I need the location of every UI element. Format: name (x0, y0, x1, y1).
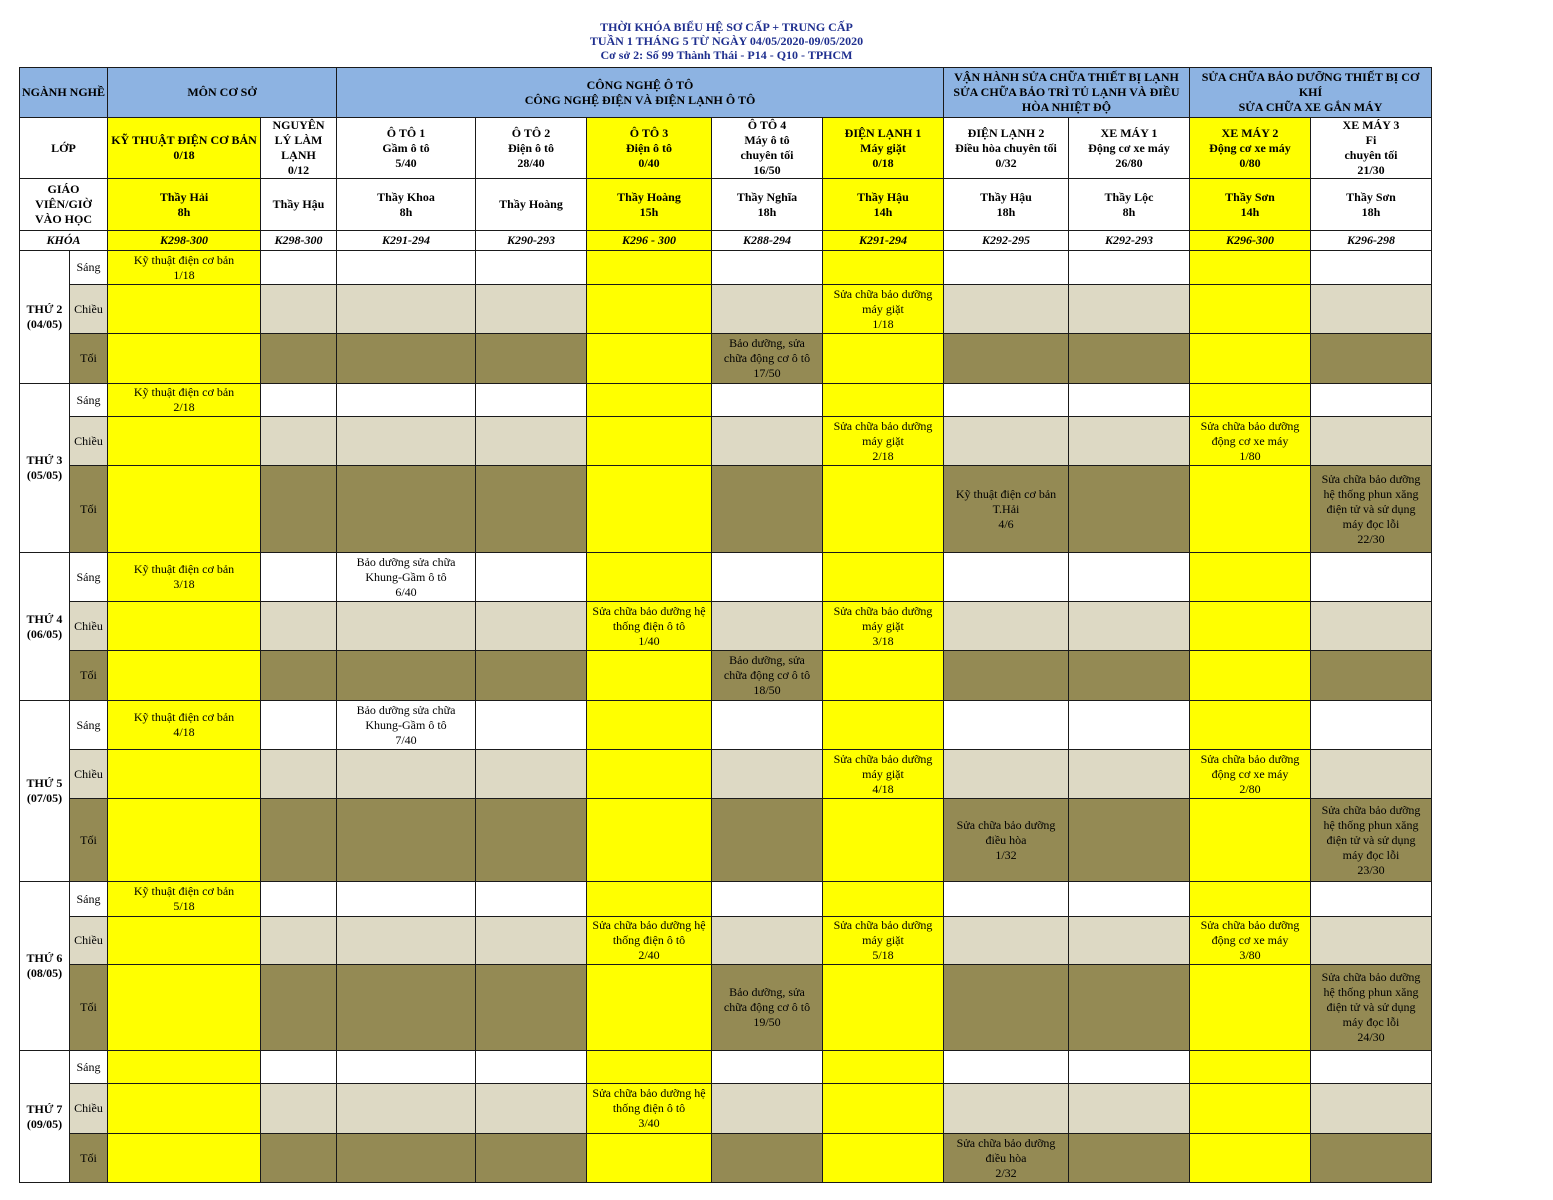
schedule-cell: Kỹ thuật điện cơ bản 3/18 (108, 553, 261, 602)
schedule-cell (1190, 799, 1311, 882)
schedule-cell (261, 882, 337, 917)
schedule-cell (337, 750, 476, 799)
schedule-cell (712, 602, 823, 651)
schedule-cell (823, 799, 944, 882)
schedule-cell: Sửa chữa bảo dưỡng hệ thống phun xăng điện tử và sử dụng máy đọc lỗi 23/30 (1311, 799, 1432, 882)
slot-label: Sáng (70, 384, 108, 417)
schedule-cell (476, 965, 587, 1051)
schedule-cell (108, 965, 261, 1051)
schedule-cell: Bảo dưỡng sửa chữa Khung-Gầm ô tô 6/40 (337, 553, 476, 602)
day-label: THỨ 3 (05/05) (20, 384, 70, 553)
schedule-cell: Sửa chữa bảo dưỡng máy giặt 1/18 (823, 285, 944, 334)
schedule-cell (261, 799, 337, 882)
schedule-cell (1190, 965, 1311, 1051)
schedule-cell (1069, 651, 1190, 701)
schedule-cell (944, 965, 1069, 1051)
schedule-cell (476, 651, 587, 701)
schedule-cell (1069, 466, 1190, 553)
schedule-cell (823, 965, 944, 1051)
schedule-cell (261, 285, 337, 334)
slot-label: Sáng (70, 1051, 108, 1084)
schedule-cell (476, 553, 587, 602)
schedule-cell (261, 651, 337, 701)
schedule-cell (261, 750, 337, 799)
class-name: XE MÁY 3 Fi chuyên tối 21/30 (1311, 118, 1432, 179)
slot-label: Tối (70, 466, 108, 553)
class-name: KỸ THUẬT ĐIỆN CƠ BẢN 0/18 (108, 118, 261, 179)
schedule-cell (587, 1051, 712, 1084)
day-label: THỨ 4 (06/05) (20, 553, 70, 701)
schedule-cell (823, 701, 944, 750)
schedule-cell: Kỹ thuật điện cơ bản 1/18 (108, 251, 261, 285)
schedule-cell (108, 750, 261, 799)
schedule-cell (587, 466, 712, 553)
schedule-cell: Kỹ thuật điện cơ bản 2/18 (108, 384, 261, 417)
schedule-cell (587, 553, 712, 602)
day-label: THỨ 6 (08/05) (20, 882, 70, 1051)
schedule-cell (712, 799, 823, 882)
schedule-cell (587, 251, 712, 285)
schedule-cell (261, 701, 337, 750)
schedule-cell (1311, 882, 1432, 917)
schedule-cell (108, 1084, 261, 1134)
schedule-cell (823, 882, 944, 917)
schedule-cell (337, 334, 476, 384)
schedule-cell (261, 1084, 337, 1134)
schedule-cell (1311, 917, 1432, 965)
schedule-cell (587, 334, 712, 384)
schedule-cell (587, 1134, 712, 1183)
schedule-cell: Sửa chữa bảo dưỡng hệ thống điện ô tô 2/40 (587, 917, 712, 965)
slot-label: Sáng (70, 553, 108, 602)
schedule-cell (712, 882, 823, 917)
class-teacher: Thầy Sơn 14h (1190, 179, 1311, 231)
schedule-cell: Sửa chữa bảo dưỡng hệ thống phun xăng điện tử và sử dụng máy đọc lỗi 24/30 (1311, 965, 1432, 1051)
schedule-cell: Sửa chữa bảo dưỡng máy giặt 4/18 (823, 750, 944, 799)
schedule-cell (1190, 285, 1311, 334)
class-khoa: K291-294 (337, 231, 476, 251)
schedule-cell (823, 334, 944, 384)
class-khoa: K296 - 300 (587, 231, 712, 251)
schedule-cell (944, 334, 1069, 384)
schedule-cell: Kỹ thuật điện cơ bản 4/18 (108, 701, 261, 750)
class-name: ĐIỆN LẠNH 2 Điều hòa chuyên tối 0/32 (944, 118, 1069, 179)
schedule-cell (337, 651, 476, 701)
schedule-cell (944, 553, 1069, 602)
schedule-cell (1311, 750, 1432, 799)
schedule-cell (944, 1051, 1069, 1084)
schedule-cell: Bảo dưỡng sửa chữa Khung-Gầm ô tô 7/40 (337, 701, 476, 750)
schedule-cell (944, 882, 1069, 917)
schedule-cell (1190, 1051, 1311, 1084)
class-teacher: Thầy Khoa 8h (337, 179, 476, 231)
schedule-cell: Bảo dưỡng, sửa chữa động cơ ô tô 17/50 (712, 334, 823, 384)
schedule-cell (823, 1084, 944, 1134)
schedule-cell (476, 917, 587, 965)
schedule-cell (944, 285, 1069, 334)
schedule-cell (1190, 384, 1311, 417)
schedule-cell (1311, 334, 1432, 384)
schedule-cell (337, 466, 476, 553)
slot-label: Tối (70, 651, 108, 701)
label-khoa: KHÓA (20, 231, 108, 251)
schedule-cell (1069, 882, 1190, 917)
schedule-cell (1190, 1134, 1311, 1183)
schedule-cell (108, 917, 261, 965)
schedule-cell (337, 1051, 476, 1084)
schedule-cell (1069, 251, 1190, 285)
schedule-cell (1069, 602, 1190, 651)
schedule-cell (1190, 466, 1311, 553)
slot-label: Sáng (70, 882, 108, 917)
class-teacher: Thầy Hải 8h (108, 179, 261, 231)
schedule-cell (337, 251, 476, 285)
schedule-cell (587, 750, 712, 799)
schedule-cell (337, 384, 476, 417)
schedule-cell: Sửa chữa bảo dưỡng máy giặt 5/18 (823, 917, 944, 965)
schedule-cell (712, 251, 823, 285)
schedule-cell (712, 285, 823, 334)
schedule-cell (1190, 334, 1311, 384)
schedule-cell (337, 917, 476, 965)
schedule-cell (587, 799, 712, 882)
class-khoa: K298-300 (108, 231, 261, 251)
label-nganh-nghe: NGÀNH NGHỀ (20, 68, 108, 118)
schedule-cell (944, 651, 1069, 701)
schedule-cell (1069, 1051, 1190, 1084)
schedule-cell (476, 1134, 587, 1183)
class-khoa: K291-294 (823, 231, 944, 251)
schedule-cell: Sửa chữa bảo dưỡng hệ thống điện ô tô 1/40 (587, 602, 712, 651)
schedule-cell (1311, 1134, 1432, 1183)
schedule-cell: Sửa chữa bảo dưỡng điều hòa 1/32 (944, 799, 1069, 882)
schedule-cell (587, 882, 712, 917)
slot-label: Tối (70, 1134, 108, 1183)
slot-label: Chiều (70, 417, 108, 466)
class-khoa: K288-294 (712, 231, 823, 251)
schedule-cell (261, 553, 337, 602)
schedule-cell (823, 384, 944, 417)
class-name: XE MÁY 1 Động cơ xe máy 26/80 (1069, 118, 1190, 179)
class-teacher: Thầy Hậu (261, 179, 337, 231)
schedule-cell (337, 799, 476, 882)
schedule-cell (261, 1134, 337, 1183)
schedule-cell (944, 384, 1069, 417)
schedule-cell (1069, 1134, 1190, 1183)
label-giao-vien: GIÁO VIÊN/GIỜ VÀO HỌC (20, 179, 108, 231)
class-khoa: K292-295 (944, 231, 1069, 251)
class-teacher: Thầy Lộc 8h (1069, 179, 1190, 231)
schedule-cell (1311, 384, 1432, 417)
class-name: Ô TÔ 1 Gầm ô tô 5/40 (337, 118, 476, 179)
schedule-cell (1069, 334, 1190, 384)
class-name: Ô TÔ 4 Máy ô tô chuyên tối 16/50 (712, 118, 823, 179)
schedule-cell (476, 285, 587, 334)
slot-label: Tối (70, 799, 108, 882)
schedule-cell (108, 285, 261, 334)
title-line-1: THỜI KHÓA BIỂU HỆ SƠ CẤP + TRUNG CẤP (600, 20, 853, 34)
schedule-cell (587, 651, 712, 701)
class-name: NGUYÊN LÝ LÀM LẠNH 0/12 (261, 118, 337, 179)
schedule-cell (1190, 701, 1311, 750)
group-header: CÔNG NGHỆ Ô TÔ CÔNG NGHỆ ĐIỆN VÀ ĐIỆN LẠNH Ô TÔ (337, 68, 944, 118)
slot-label: Tối (70, 334, 108, 384)
class-name: XE MÁY 2 Động cơ xe máy 0/80 (1190, 118, 1311, 179)
schedule-cell (1311, 1084, 1432, 1134)
schedule-cell (1190, 602, 1311, 651)
schedule-cell (944, 417, 1069, 466)
schedule-cell (261, 334, 337, 384)
class-name: ĐIỆN LẠNH 1 Máy giặt 0/18 (823, 118, 944, 179)
schedule-cell (337, 285, 476, 334)
schedule-cell (712, 466, 823, 553)
schedule-cell (476, 251, 587, 285)
schedule-cell (108, 1134, 261, 1183)
schedule-cell (261, 965, 337, 1051)
schedule-cell (261, 251, 337, 285)
schedule-cell (261, 917, 337, 965)
schedule-cell (712, 917, 823, 965)
schedule-cell: Sửa chữa bảo dưỡng điều hòa 2/32 (944, 1134, 1069, 1183)
group-header: VẬN HÀNH SỬA CHỮA THIẾT BỊ LẠNH SỬA CHỮA BẢO TRÌ TỦ LẠNH VÀ ĐIỀU HÒA NHIỆT ĐỘ (944, 68, 1190, 118)
class-teacher: Thầy Hoàng 15h (587, 179, 712, 231)
schedule-cell (261, 384, 337, 417)
schedule-cell (1069, 553, 1190, 602)
timetable (19, 67, 1432, 1183)
schedule-cell (823, 1051, 944, 1084)
schedule-cell: Sửa chữa bảo dưỡng động cơ xe máy 3/80 (1190, 917, 1311, 965)
slot-label: Sáng (70, 251, 108, 285)
group-header: SỬA CHỮA BẢO DƯỠNG THIẾT BỊ CƠ KHÍ SỬA CHỮA XE GẮN MÁY (1190, 68, 1432, 118)
class-teacher: Thầy Sơn 18h (1311, 179, 1432, 231)
schedule-cell (261, 1051, 337, 1084)
schedule-cell (1190, 651, 1311, 701)
schedule-cell (476, 602, 587, 651)
schedule-cell: Sửa chữa bảo dưỡng máy giặt 2/18 (823, 417, 944, 466)
schedule-cell (337, 417, 476, 466)
schedule-cell (476, 1084, 587, 1134)
slot-label: Tối (70, 965, 108, 1051)
slot-label: Chiều (70, 602, 108, 651)
schedule-cell (1069, 701, 1190, 750)
class-name: Ô TÔ 3 Điện ô tô 0/40 (587, 118, 712, 179)
schedule-cell (1069, 799, 1190, 882)
schedule-cell (587, 965, 712, 1051)
schedule-cell (944, 917, 1069, 965)
class-name: Ô TÔ 2 Điện ô tô 28/40 (476, 118, 587, 179)
schedule-cell (337, 882, 476, 917)
schedule-cell (1190, 251, 1311, 285)
schedule-cell (1311, 285, 1432, 334)
class-khoa: K296-298 (1311, 231, 1432, 251)
class-khoa: K296-300 (1190, 231, 1311, 251)
schedule-cell (712, 384, 823, 417)
slot-label: Chiều (70, 285, 108, 334)
schedule-cell (823, 1134, 944, 1183)
slot-label: Chiều (70, 750, 108, 799)
schedule-cell (476, 799, 587, 882)
schedule-cell (823, 466, 944, 553)
schedule-cell: Sửa chữa bảo dưỡng máy giặt 3/18 (823, 602, 944, 651)
schedule-cell (712, 553, 823, 602)
schedule-cell (476, 334, 587, 384)
schedule-cell (1069, 417, 1190, 466)
day-label: THỨ 2 (04/05) (20, 251, 70, 384)
schedule-cell (1069, 384, 1190, 417)
schedule-cell (823, 651, 944, 701)
slot-label: Sáng (70, 701, 108, 750)
schedule-cell (712, 1134, 823, 1183)
schedule-cell (712, 1084, 823, 1134)
schedule-cell (1069, 965, 1190, 1051)
class-teacher: Thầy Hậu 14h (823, 179, 944, 231)
schedule-cell (587, 417, 712, 466)
label-lop: LỚP (20, 118, 108, 179)
schedule-cell (337, 602, 476, 651)
day-label: THỨ 5 (07/05) (20, 701, 70, 882)
schedule-cell (108, 651, 261, 701)
slot-label: Chiều (70, 1084, 108, 1134)
schedule-cell (108, 466, 261, 553)
schedule-cell (476, 882, 587, 917)
slot-label: Chiều (70, 917, 108, 965)
schedule-cell (476, 417, 587, 466)
schedule-cell (712, 750, 823, 799)
schedule-cell (337, 965, 476, 1051)
schedule-cell (712, 701, 823, 750)
schedule-cell (1069, 750, 1190, 799)
class-teacher: Thầy Hậu 18h (944, 179, 1069, 231)
title-line-3: Cơ sở 2: Số 99 Thành Thái - P14 - Q10 - TPHCM (600, 48, 853, 62)
schedule-cell (476, 1051, 587, 1084)
title-line-2: TUẦN 1 THÁNG 5 TỪ NGÀY 04/05/2020-09/05/2020 (589, 34, 864, 48)
schedule-cell (1069, 1084, 1190, 1134)
schedule-cell (337, 1134, 476, 1183)
schedule-cell (1311, 251, 1432, 285)
schedule-cell (108, 602, 261, 651)
schedule-cell (1190, 882, 1311, 917)
schedule-cell (476, 701, 587, 750)
schedule-cell (587, 384, 712, 417)
schedule-cell (823, 251, 944, 285)
schedule-cell (712, 417, 823, 466)
schedule-cell (1311, 701, 1432, 750)
schedule-cell (108, 334, 261, 384)
day-label: THỨ 7 (09/05) (20, 1051, 70, 1183)
schedule-cell (108, 799, 261, 882)
schedule-cell (108, 1051, 261, 1084)
schedule-cell: Bảo dưỡng, sửa chữa động cơ ô tô 18/50 (712, 651, 823, 701)
class-khoa: K290-293 (476, 231, 587, 251)
schedule-cell: Sửa chữa bảo dưỡng động cơ xe máy 1/80 (1190, 417, 1311, 466)
schedule-cell: Sửa chữa bảo dưỡng động cơ xe máy 2/80 (1190, 750, 1311, 799)
schedule-cell (476, 750, 587, 799)
schedule-cell (1311, 1051, 1432, 1084)
schedule-cell (1311, 553, 1432, 602)
schedule-cell (944, 701, 1069, 750)
schedule-cell: Kỹ thuật điện cơ bản T.Hải 4/6 (944, 466, 1069, 553)
schedule-cell (944, 750, 1069, 799)
schedule-cell: Sửa chữa bảo dưỡng hệ thống điện ô tô 3/40 (587, 1084, 712, 1134)
schedule-cell (823, 553, 944, 602)
class-teacher: Thầy Hoàng (476, 179, 587, 231)
schedule-cell: Bảo dưỡng, sửa chữa động cơ ô tô 19/50 (712, 965, 823, 1051)
schedule-cell: Sửa chữa bảo dưỡng hệ thống phun xăng điện tử và sử dụng máy đọc lỗi 22/30 (1311, 466, 1432, 553)
schedule-cell (1311, 651, 1432, 701)
group-header: MÔN CƠ SỞ (108, 68, 337, 118)
schedule-cell (944, 251, 1069, 285)
schedule-cell (587, 285, 712, 334)
schedule-cell (1311, 417, 1432, 466)
schedule-cell (476, 384, 587, 417)
schedule-cell (1311, 602, 1432, 651)
schedule-cell (944, 602, 1069, 651)
schedule-cell (261, 466, 337, 553)
schedule-cell (108, 417, 261, 466)
schedule-cell (1069, 917, 1190, 965)
schedule-cell (261, 602, 337, 651)
schedule-cell (261, 417, 337, 466)
schedule-cell: Kỹ thuật điện cơ bản 5/18 (108, 882, 261, 917)
schedule-cell (944, 1084, 1069, 1134)
schedule-cell (712, 1051, 823, 1084)
schedule-cell (476, 466, 587, 553)
schedule-cell (1190, 553, 1311, 602)
schedule-cell (1069, 285, 1190, 334)
class-khoa: K292-293 (1069, 231, 1190, 251)
schedule-cell (337, 1084, 476, 1134)
class-teacher: Thầy Nghĩa 18h (712, 179, 823, 231)
schedule-cell (1190, 1084, 1311, 1134)
class-khoa: K298-300 (261, 231, 337, 251)
schedule-cell (587, 701, 712, 750)
